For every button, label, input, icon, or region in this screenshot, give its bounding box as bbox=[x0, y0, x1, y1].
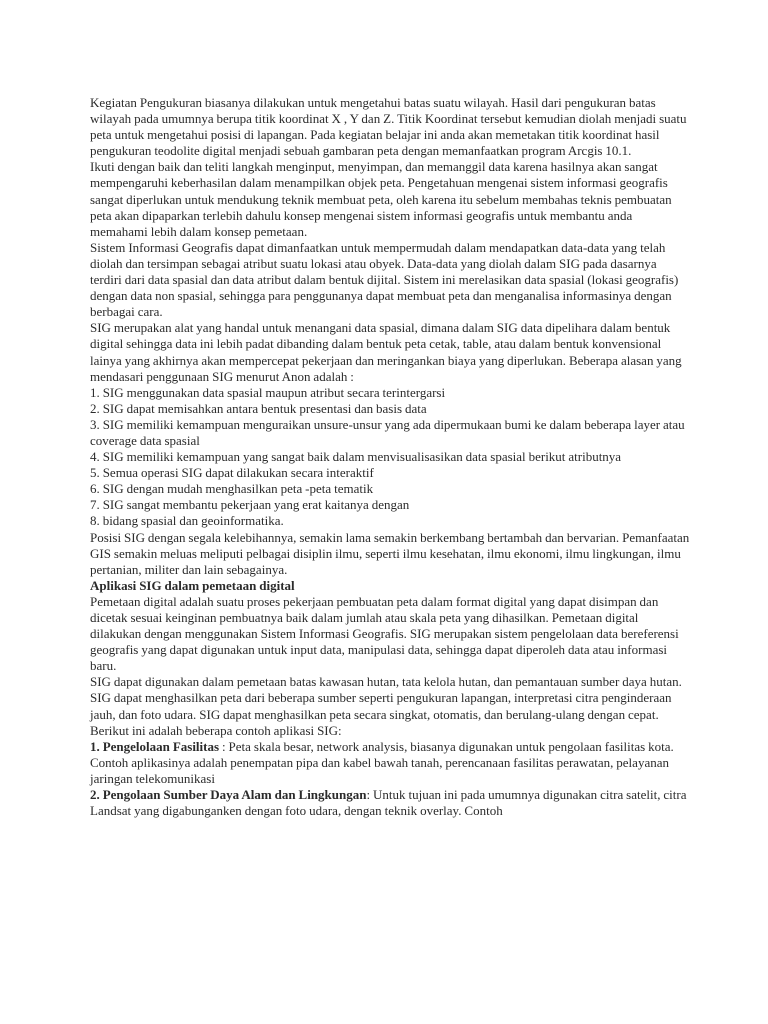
paragraph-intro: Kegiatan Pengukuran biasanya dilakukan untuk mengetahui batas suatu wilayah. Hasil dari pengukuran batas wilayah pada umumnya berupa titik koordinat X , Y dan Z. Titik Koordinat tersebut kemudian diolah menjadi suatu peta untuk mengetahui posisi di lapangan. Pada kegiatan belajar ini anda akan memetakan titik koordinat hasil pengukuran teodolite digital menjadi sebuah gambaran peta dengan memanfaatkan program Arcgis 10.1. bbox=[90, 95, 687, 159]
application-title: 1. Pengelolaan Fasilitas bbox=[90, 738, 220, 754]
paragraph-sig-forestry: SIG dapat digunakan dalam pemetaan batas kawasan hutan, tata kelola hutan, dan pemantauan sumber daya hutan. SIG dapat menghasilkan peta dari beberapa sumber seperti pengukuran lapangan, interpretasi citra penginderaan jauh, dan foto udara. SIG dapat menghasilkan peta secara singkat, otomatis, dan berulang-ulang dengan cepat. Berikut ini adalah beberapa contoh aplikasi SIG: bbox=[90, 674, 682, 738]
reason-item: 2. SIG dapat memisahkan antara bentuk presentasi dan basis data bbox=[90, 400, 427, 416]
reason-item: 4. SIG memiliki kemampuan yang sangat baik dalam menvisualisasikan data spasial berikut atributnya bbox=[90, 449, 622, 465]
reason-item: 1. SIG menggunakan data spasial maupun atribut secara terintergarsi bbox=[90, 384, 446, 400]
application-text: : Peta skala besar, network analysis, biasanya digunakan untuk pengolaan fasilitas kota. Contoh aplikasinya adalah penempatan pipa dan kabel bawah tanah, perencanaan fasilitas perawatan, pelayanan jaringan telekomunikasi bbox=[90, 738, 674, 786]
reason-item: 5. Semua operasi SIG dapat dilakukan secara interaktif bbox=[90, 465, 374, 481]
application-text: : Untuk tujuan ini pada umumnya digunakan citra satelit, citra Landsat yang digabunganken dengan foto udara, dengan teknik overlay. Contoh bbox=[90, 787, 687, 819]
application-title: 2. Pengolaan Sumber Daya Alam dan Lingkungan bbox=[90, 787, 367, 803]
paragraph-instructions: Ikuti dengan baik dan teliti langkah menginput, menyimpan, dan memanggil data karena hasilnya akan sangat mempengaruhi keberhasilan dalam menampilkan objek peta. Pengetahuan mengenai sistem informasi geografis sangat diperlukan untuk mendukung teknik membuat peta, oleh karena itu sebelum membahas teknis pembuatan peta akan dipaparkan terlebih dahulu konsep mengenai sistem informasi geografis untuk membantu anda memahami lebih dalam konsep pemetaan. bbox=[90, 159, 672, 239]
application-item bbox=[90, 787, 690, 819]
paragraph-sig-definition: Sistem Informasi Geografis dapat dimanfaatkan untuk mempermudah dalam mendapatkan data-data yang telah diolah dan tersimpan sebagai atribut suatu lokasi atau obyek. Data-data yang diolah dalam SIG pada dasarnya terdiri dari data spasial dan data atribut dalam bentuk dijital. Sistem ini merelasikan data spasial (lokasi geografis) dengan data non spasial, sehingga para penggunanya dapat membuat peta dan menganalisa informasinya dengan berbagai cara. bbox=[90, 239, 679, 320]
paragraph-sig-tool: SIG merupakan alat yang handal untuk menangani data spasial, dimana dalam SIG data dipelihara dalam bentuk digital sehingga data ini lebih padat dibanding dalam bentuk peta cetak, table, atau dalam bentuk konvensional lainya yang akhirnya akan mempercepat pekerjaan dan meringankan biaya yang diperlukan. Beberapa alasan yang mendasari penggunaan SIG menurut Anon adalah : bbox=[90, 320, 682, 384]
paragraph-sig-position: Posisi SIG dengan segala kelebihannya, semakin lama semakin berkembang bertambah dan bervarian. Pemanfaatan GIS semakin meluas meliputi pelbagai disiplin ilmu, seperti ilmu kesehatan, ilmu ekonomi, ilmu lingkungan, ilmu pertanian, militer dan lain sebagainya. bbox=[90, 529, 690, 577]
reason-item: 3. SIG memiliki kemampuan menguraikan unsure-unsur yang ada dipermukaan bumi ke dalam beberapa layer atau coverage data spasial bbox=[90, 416, 685, 448]
reason-item: 7. SIG sangat membantu pekerjaan yang erat kaitanya dengan bbox=[90, 497, 410, 513]
application-item bbox=[90, 739, 690, 787]
paragraph-digital-mapping: Pemetaan digital adalah suatu proses pekerjaan pembuatan peta dalam format digital yang dapat disimpan dan dicetak sesuai keinginan pembuatnya baik dalam jumlah atau skala peta yang dihasilkan. Pemetaan digital dilakukan dengan menggunakan Sistem Informasi Geografis. SIG merupakan sistem pengelolaan data bereferensi geografis yang dapat digunakan untuk input data, manipulasi data, sehingga dapat diperoleh data atau informasi baru. bbox=[90, 593, 679, 674]
reason-item: 6. SIG dengan mudah menghasilkan peta -peta tematik bbox=[90, 481, 374, 497]
document-body bbox=[90, 95, 690, 819]
reason-item: 8. bidang spasial dan geoinformatika. bbox=[90, 513, 284, 529]
section-heading: Aplikasi SIG dalam pemetaan digital bbox=[90, 577, 295, 593]
